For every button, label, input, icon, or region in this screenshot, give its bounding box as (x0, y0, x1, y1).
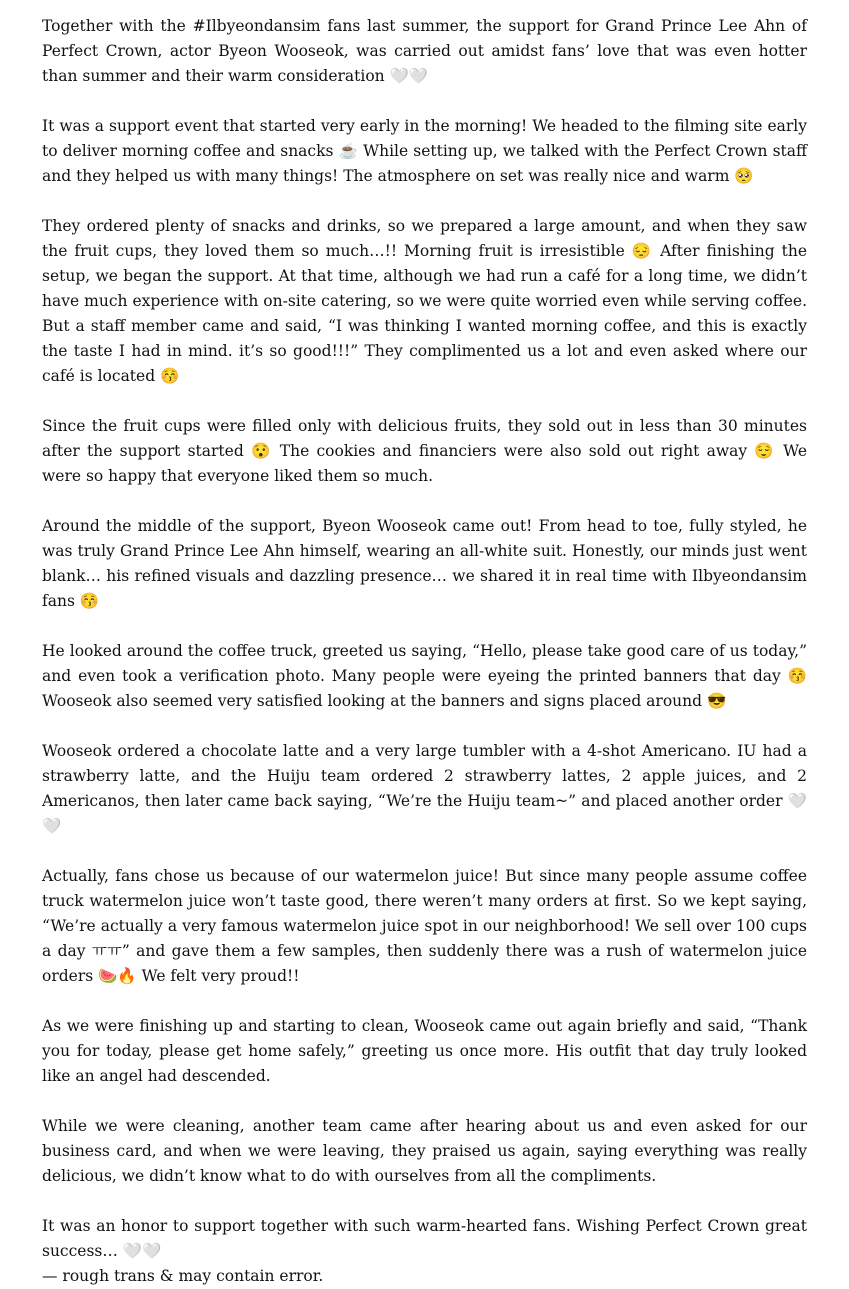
paragraph-actor-appearance: Around the middle of the support, Byeon Wooseok came out! From head to toe, fully styled, he was truly Grand Prince Lee Ahn himself, wearing an all-white suit. Honestly, our minds just went blank… his refined visuals and dazzling presence… we shared it in real time with Ilbyeondansim fans 😚 (42, 517, 807, 610)
translator-note: — rough trans & may contain error. (42, 1267, 324, 1285)
paragraph-morning-setup: It was a support event that started very early in the morning! We headed to the filming site early to deliver morning coffee and snacks ☕ While setting up, we talked with the Perfect Crown staff and they helped us with many things! The atmosphere on set was really nice and warm 🥺 (42, 117, 807, 185)
paragraph-orders: Wooseok ordered a chocolate latte and a very large tumbler with a 4-shot Americano. IU had a strawberry latte, and the Huiju team ordered 2 strawberry lattes, 2 apple juices, and 2 Americanos, then later came back saying, “We’re the Huiju team~” and placed another order 🤍🤍 (42, 742, 807, 835)
paragraph-watermelon-juice: Actually, fans chose us because of our watermelon juice! But since many people assume coffee truck watermelon juice won’t taste good, there weren’t many orders at first. So we kept saying, “We’re actually a very famous watermelon juice spot in our neighborhood! We sell over 100 cups a day ㅠㅠ” and gave them a few samples, then suddenly there was a rush of watermelon juice orders 🍉🔥 We felt very proud!! (42, 867, 807, 985)
paragraph-closing: It was an honor to support together with such warm-hearted fans. Wishing Perfect Crown great success… 🤍🤍 (42, 1217, 807, 1260)
paragraph-intro: Together with the #Ilbyeondansim fans last summer, the support for Grand Prince Lee Ahn of Perfect Crown, actor Byeon Wooseok, was carried out amidst fans’ love that was even hotter than summer and their warm consideration 🤍🤍 (42, 17, 807, 85)
paragraph-compliments: While we were cleaning, another team came after hearing about us and even asked for our business card, and when we were leaving, they praised us again, saying everything was really delicious, we didn’t know what to do with ourselves from all the compliments. (42, 1117, 807, 1185)
paragraph-farewell: As we were finishing up and starting to clean, Wooseok came out again briefly and said, “Thank you for today, please get home safely,” greeting us once more. His outfit that day truly looked like an angel had descended. (42, 1017, 807, 1085)
paragraph-coffee-truck-greeting: He looked around the coffee truck, greeted us saying, “Hello, please take good care of us today,” and even took a verification photo. Many people were eyeing the printed banners that day 😚 Wooseok also seemed very satisfied looking at the banners and signs placed around 😎 (42, 642, 807, 710)
paragraph-snacks-and-coffee: They ordered plenty of snacks and drinks, so we prepared a large amount, and when they saw the fruit cups, they loved them so much…!! Morning fruit is irresistible 😔 After finishing the setup, we began the support. At that time, although we had run a café for a long time, we didn’t have much experience with on-site catering, so we were quite worried even while serving coffee. But a staff member came and said, “I was thinking I wanted morning coffee, and this is exactly the taste I had in mind. it’s so good!!!” They complimented us a lot and even asked where our café is located 😚 (42, 217, 807, 385)
paragraph-fruit-cups: Since the fruit cups were filled only with delicious fruits, they sold out in less than 30 minutes after the support started 😯 The cookies and financiers were also sold out right away 😌 We were so happy that everyone liked them so much. (42, 417, 807, 485)
